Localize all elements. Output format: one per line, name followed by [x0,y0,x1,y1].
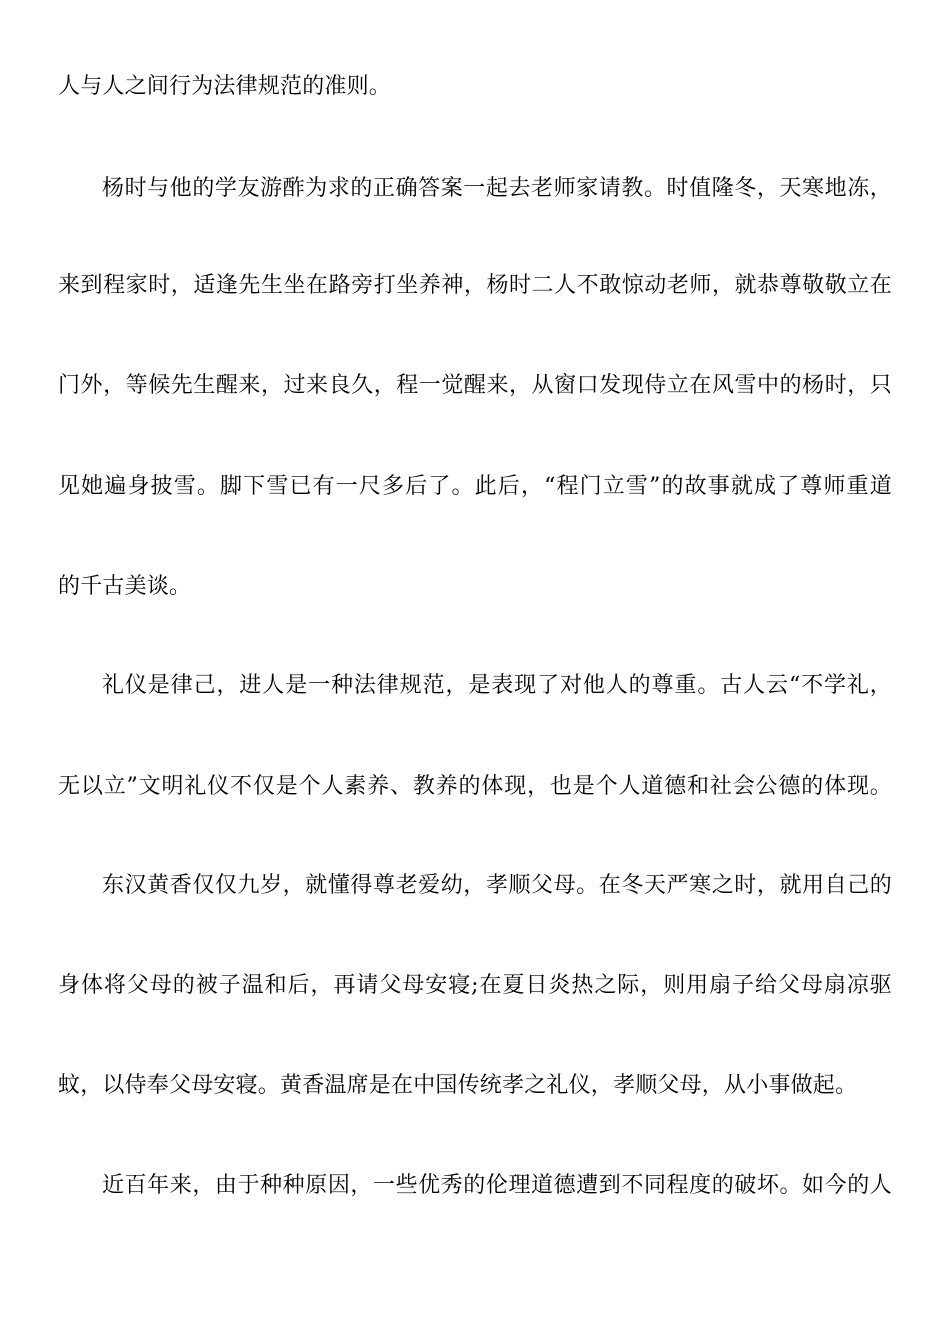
paragraph-line: 礼仪是律己，进人是一种法律规范，是表现了对他人的尊重。古人云“不学礼， [102,673,892,698]
paragraph-line: 来到程家时，适逢先生坐在路旁打坐养神，杨时二人不敢惊动老师，就恭尊敬敬立在 [58,273,892,298]
paragraph-line: 近百年来，由于种种原因，一些优秀的伦理道德遭到不同程度的破坏。如今的人 [102,1173,892,1198]
paragraph-line: 无以立”文明礼仪不仅是个人素养、教养的体现，也是个人道德和社会公德的体现。 [58,774,892,799]
paragraph-line: 门外，等候先生醒来，过来良久，程一觉醒来，从窗口发现侍立在风雪中的杨时，只 [58,373,892,398]
paragraph-line: 见她遍身披雪。脚下雪已有一尺多后了。此后，“程门立雪”的故事就成了尊师重道 [58,474,892,499]
paragraph-line: 的千古美谈。 [58,574,192,599]
paragraph-line: 身体将父母的被子温和后，再请父母安寝;在夏日炎热之际，则用扇子给父母扇凉驱 [58,973,892,998]
paragraph-line: 人与人之间行为法律规范的准则。 [58,74,392,99]
paragraph-line: 东汉黄香仅仅九岁，就懂得尊老爱幼，孝顺父母。在冬天严寒之时，就用自己的 [102,873,892,898]
paragraph-line: 杨时与他的学友游酢为求的正确答案一起去老师家请教。时值隆冬，天寒地冻， [102,176,892,201]
paragraph-line: 蚊，以侍奉父母安寝。黄香温席是在中国传统孝之礼仪，孝顺父母，从小事做起。 [58,1073,858,1098]
